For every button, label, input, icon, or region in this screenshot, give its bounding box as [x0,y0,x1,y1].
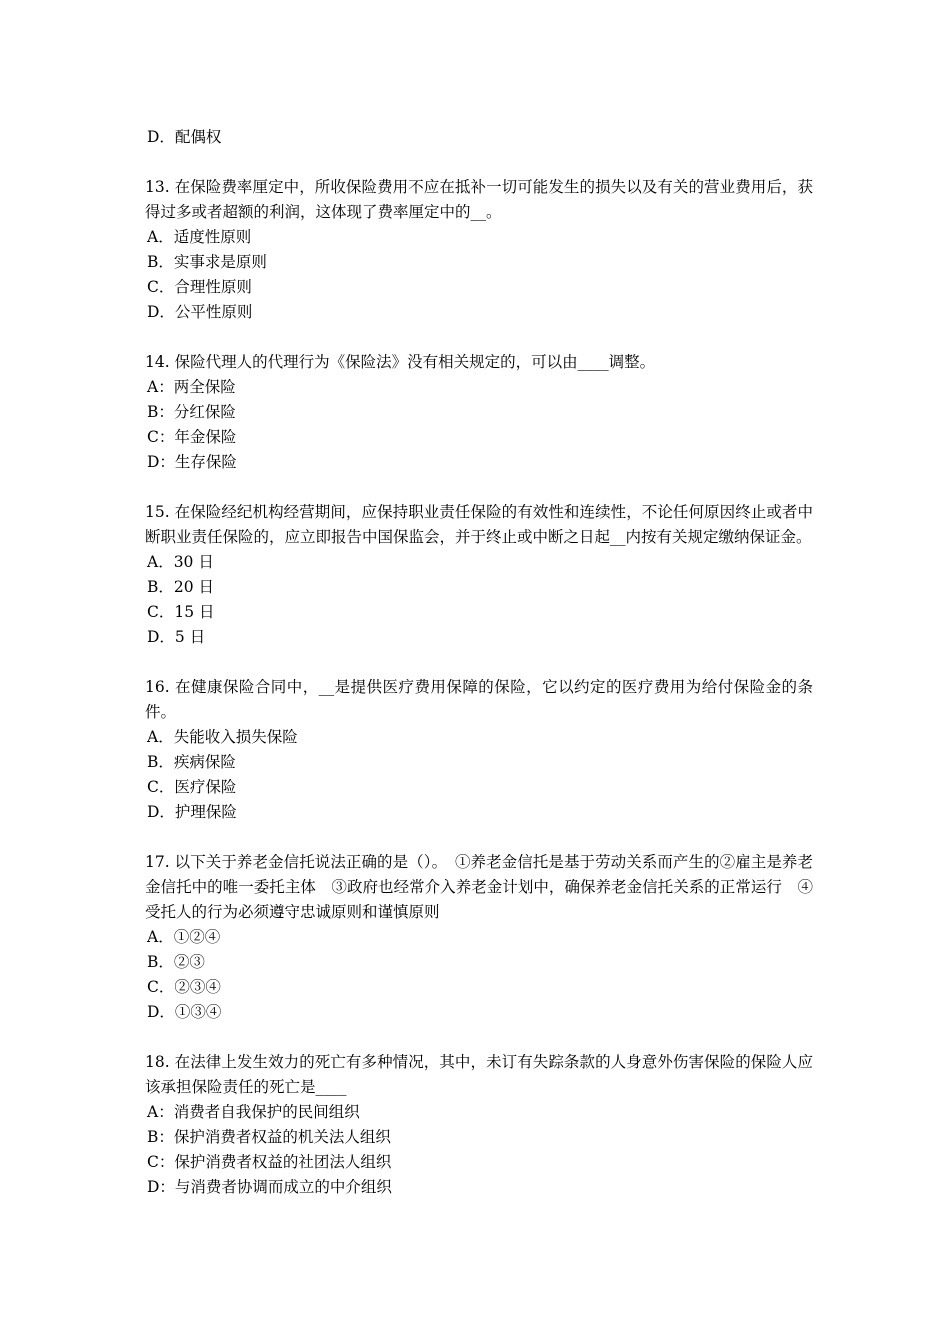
question-stem: 14. 保险代理人的代理行为《保险法》没有相关规定的，可以由____调整。 [145,353,656,371]
option-item: D．①③④ [147,1003,222,1021]
option-item: D．配偶权 [147,128,222,146]
question-stem: 17. 以下关于养老金信托说法正确的是（）。 ①养老金信托是基于劳动关系而产生的②雇主是养老金信托中的唯一委托主体 ③政府也经常介入养老金计划中，确保养老金信托关系的正常运行 ④受托人的行为必须遵守忠诚原则和谨慎原则 [145,853,813,921]
option-item: D：与消费者协调而成立的中介组织 [147,1178,392,1196]
question-16 [145,675,813,825]
option-item: B．实事求是原则 [147,253,267,271]
document-content [145,125,813,1200]
option-item: B．②③ [147,953,205,971]
option-item: A．适度性原则 [147,228,252,246]
option-item: A：两全保险 [147,378,236,396]
question-stem: 18. 在法律上发生效力的死亡有多种情况，其中，未订有失踪条款的人身意外伤害保险的保险人应该承担保险责任的死亡是____ [145,1053,813,1096]
option-item: D．公平性原则 [147,303,253,321]
option-item: B：分红保险 [147,403,236,421]
question-stem: 13. 在保险费率厘定中，所收保险费用不应在抵补一切可能发生的损失以及有关的营业费用后，获得过多或者超额的利润，这体现了费率厘定中的__。 [145,178,813,221]
option-item: A：消费者自我保护的民间组织 [147,1103,360,1121]
option-item: C：保护消费者权益的社团法人组织 [147,1153,392,1171]
option-item: B：保护消费者权益的机关法人组织 [147,1128,391,1146]
question-18 [145,1050,813,1200]
option-item: B．20 日 [147,578,215,596]
option-item: B．疾病保险 [147,753,236,771]
question-17 [145,850,813,1025]
option-item: C．15 日 [147,603,215,621]
question-14 [145,350,813,475]
option-item: D．护理保险 [147,803,237,821]
question-15 [145,500,813,650]
option-item: A．失能收入损失保险 [147,728,298,746]
option-item: A．30 日 [147,553,214,571]
question-stem: 15. 在保险经纪机构经营期间，应保持职业责任保险的有效性和连续性，不论任何原因终止或者中断职业责任保险的，应立即报告中国保监会，并于终止或中断之日起__内按有关规定缴纳保证金。 [145,503,813,546]
option-item: D．5 日 [147,628,206,646]
option-item: C：年金保险 [147,428,237,446]
option-item: C．医疗保险 [147,778,237,796]
question-13 [145,175,813,325]
option-item: D：生存保险 [147,453,237,471]
option-item: C．合理性原则 [147,278,252,296]
option-item: C．②③④ [147,978,221,996]
option-item: A．①②④ [147,928,221,946]
question-stem: 16. 在健康保险合同中，__是提供医疗费用保障的保险，它以约定的医疗费用为给付保险金的条件。 [145,678,813,721]
